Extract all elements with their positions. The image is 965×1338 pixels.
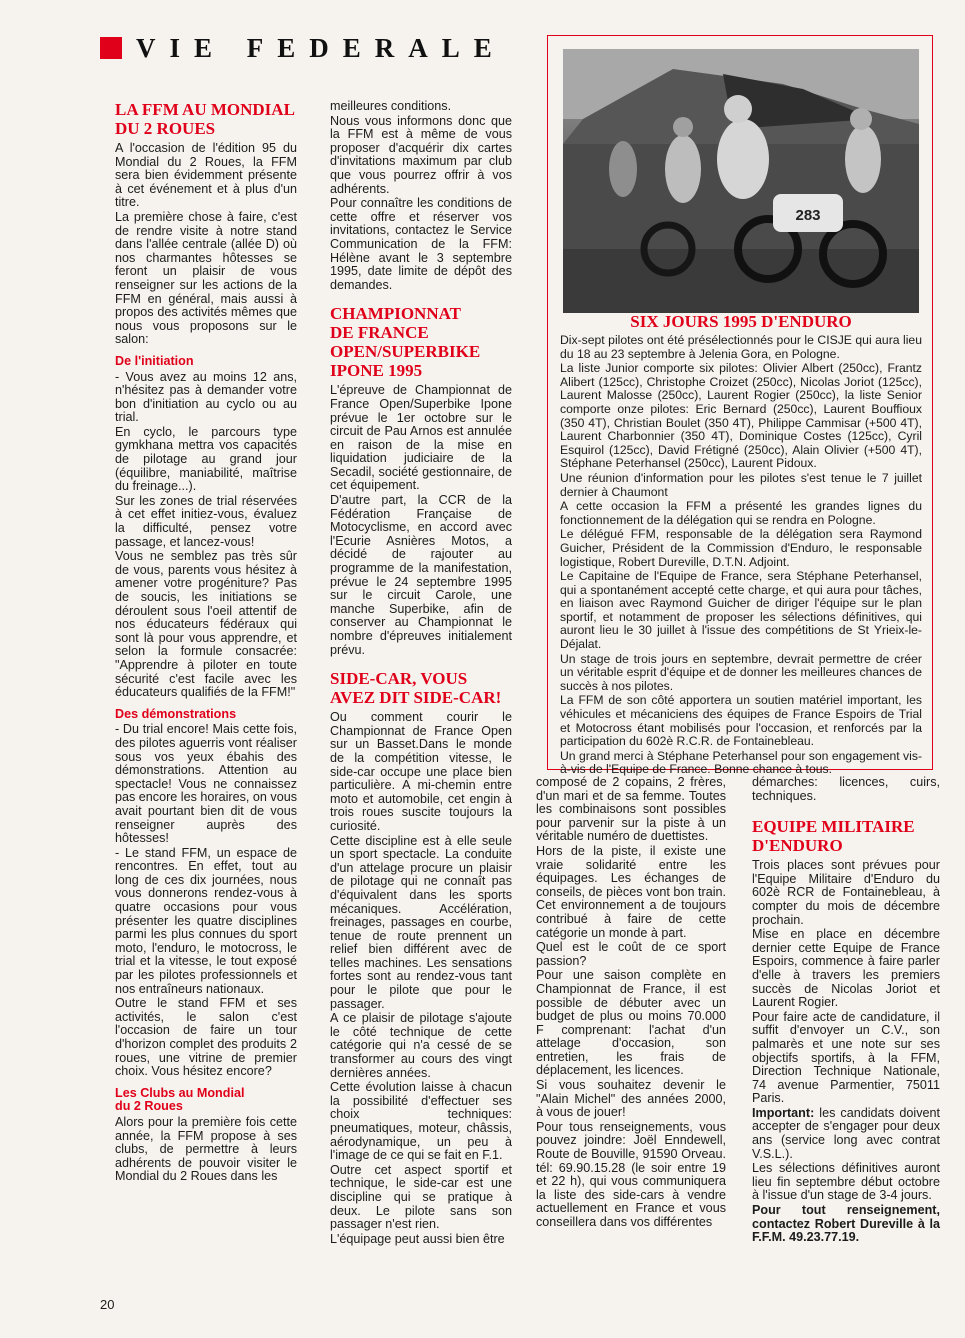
enduro-box (547, 35, 933, 777)
page-number: 20 (100, 1297, 115, 1312)
column-3 (536, 776, 726, 1231)
paragraph (752, 1107, 940, 1161)
paragraph: Pour tous renseignements, vous pouvez joindre: Joël Enndewell, Route de Bouville, 91590 Orveau. tél: 69.90.15.28 (le soir entre 19 et 22 h), qui vous communiquera la liste des side-cars à vendre actuellement en France et vous conseillera dans vos différentes (536, 1119, 726, 1229)
paragraph: - Vous avez au moins 12 ans, n'hésitez pas à demander votre bon d'initiation au cyclo ou au trial. (115, 369, 297, 425)
paragraph: Ou comment courir le Championnat de France Open sur un Basset.Dans le monde de la compétition vitesse, le side-car occupe une place bien particulière. A mi-chemin entre moto et automobile, cet engin à trois roues suscite toujours la curiosité. (330, 710, 512, 833)
paragraph: Cette discipline est à elle seule un sport spectacle. La conduite d'un attelage procure un plaisir de pilotage qui ne connaît pas d'équivalent dans les sports mécaniques. Accélération, freinages, passages en courbe, tenue de route prennent un relief bien différent avec de telles machines. Les sensations fortes sont au rendez-vous tant pour le pilote que pour le passager. (330, 833, 512, 1011)
paragraph: La première chose à faire, c'est de rendre visite à notre stand dans l'allée centrale (allée D) où nos charmantes hôtesses se feront un plaisir de vous renseigner sur les actions de la FFM en général, mais aussi à propos des activités mêmes que nous vous proposons sur le salon: (115, 209, 297, 347)
paragraph: Le Capitaine de l'Equipe de France, sera Stéphane Peterhansel, qui a spontanément accepté cette charge, et qui aura pour tâches, en liaison avec Raymond Guicher de diriger l'équipe sur le plan sportif, et notamment de proposer les sélections définitives, qui auront lieu le 30 juillet à l'issue des compétitions de St Yrieix-le-Déjalat. (560, 569, 922, 652)
paragraph: Pour connaître les conditions de cette offre et réserver vos invitations, contactez le Service Communication de la FFM: Hélène avant le 3 septembre 1995, date limite de dépôt des demandes. (330, 196, 512, 292)
article-title-mondial: LA FFM AU MONDIAL DU 2 ROUES (115, 100, 295, 138)
paragraph: Cette évolution laisse à chacun la possibilité d'effectuer ses choix techniques: pneumatiques, moteur, châssis, aérodynamique, un peu à l'image de ce qui se fait en F.1. (330, 1080, 512, 1163)
section-title: VIE FEDERALE (136, 32, 506, 63)
paragraph: Trois places sont prévues pour l'Equipe Militaire d'Enduro du 602è RCR de Fontainebleau, à compter du mois de décembre prochain. (752, 858, 940, 927)
paragraph: La FFM de son côté apportera un soutien matériel important, les véhicules et mécaniciens des équipes de France Espoirs de Trial et Motocross étant mobilisés pour l'occasion, et renforcés par la participation du 602è R.C.R. de Fontainebleau. (560, 693, 922, 749)
subheading-demonstrations: Des démonstrations (115, 706, 237, 721)
subheading-clubs: Les Clubs au Mondial du 2 Roues (115, 1085, 245, 1114)
article-title-side-car: SIDE-CAR, VOUS AVEZ DIT SIDE-CAR! (330, 669, 502, 708)
paragraph: L'équipage peut aussi bien être (330, 1231, 505, 1246)
column-1 (115, 100, 297, 1185)
paragraph: - Le stand FFM, un espace de rencontres. En effet, tout au long de ces dix journées, nous vous donnerons rendez-vous à quatre occasions pour vous présenter les quatre disciplines parmi les plus connues du sport moto, l'enduro, le motocross, le trial et la vitesse, le tout exposé par les pilotes professionnels et nos entraîneurs nationaux. (115, 845, 297, 996)
enduro-photo (563, 49, 919, 313)
paragraph: En cyclo, le parcours type gymkhana mettra vos capacités de pilotage au grand jour (équilibre, maniabilité, maîtrise du freinage...). (115, 424, 297, 494)
paragraph: Outre cet aspect sportif et technique, le side-car est une discipline qui se pratique à deux. Le pilote sans son passager n'est rien. (330, 1162, 512, 1232)
article-title-equipe-militaire: EQUIPE MILITAIRE D'ENDURO (752, 817, 915, 856)
paragraph: Les sélections définitives auront lieu fin septembre début octobre à l'issue d'un stage de 3-4 jours. (752, 1161, 940, 1203)
paragraph: Une réunion d'information pour les pilotes s'est tenue le 7 juillet dernier à Chaumont (560, 470, 922, 499)
paragraph: Alors pour la première fois cette année, la FFM propose à ses clubs, de permettre à leurs adhérents de pouvoir visiter le Mondial du 2 Roues dans les (115, 1114, 297, 1184)
paragraph: Outre le stand FFM et ses activités, le salon c'est l'occasion de faire un tour d'horizon complet des produits 2 roues, une vitrine de premier choix. Vous hésitez encore? (115, 996, 297, 1079)
paragraph: - Du trial encore! Mais cette fois, des pilotes aguerris vont réaliser sous vos yeux ébahis des démonstrations. Attention au spectacle! Vous ne connaissez pas encore les horaires, on vous avait pourtant bien dit de vous renseigner auprès des hôtesses! (115, 722, 298, 846)
paragraph: A l'occasion de l'édition 95 du Mondial du 2 Roues, la FFM sera bien évidemment présente à cet événement et à plus d'un titre. (115, 141, 297, 210)
contact-paragraph: Pour tout renseignement, contactez Robert Dureville à la F.F.M. 49.23.77.19. (752, 1203, 940, 1245)
section-header (100, 30, 506, 66)
column-4 (752, 776, 940, 1246)
paragraph: A cette occasion la FFM a présenté les grandes lignes du fonctionnement de la délégation qui se rendra en Pologne. (560, 499, 922, 527)
red-square-marker (100, 37, 122, 59)
paragraph: Nous vous informons donc que la FFM est à même de vous proposer d'acquérir dix cartes d'invitations maximum par club que vous pourrez offrir à vos adhérents. (330, 113, 512, 196)
paragraph: Vous ne semblez pas très sûr de vous, parents vous hésitez à amener votre progéniture? Pas de soucis, les initiations se déroulent sous l'oeil attentif de nos éducateurs fédéraux qui sont là pour vous apprendre, et selon la formule consacrée: "Apprendre à piloter en toute sécurité c'est facile avec les éducateurs qualifiés de la FFM!" (115, 549, 297, 700)
paragraph: Un grand merci à Stéphane Peterhansel pour son engagement vis-à-vis de l'Equipe de France. Bonne chance à tous. (560, 748, 922, 777)
paragraph: L'épreuve de Championnat de France Open/Superbike Ipone prévue le 1er octobre sur le circuit de Pau Arnos est annulée en raison de la mise en liquidation judiciaire de la Secadil, société gestionnaire, de cet équipement. (330, 383, 512, 493)
paragraph: Le délégué FFM, responsable de la délégation sera Raymond Guicher, Président de la Commission d'Enduro, le responsable logistique, Robert Dureville, D.T.N. Adjoint. (560, 527, 922, 569)
box-body (560, 334, 922, 778)
paragraph: Mise en place en décembre dernier cette Equipe de France Espoirs, commence à faire parler d'elle à travers les premiers succès de Nicolas Joriot et Laurent Rogier. (752, 927, 940, 1010)
paragraph: Quel est le coût de ce sport passion? (536, 940, 726, 968)
column-2 (330, 100, 512, 1247)
bike-number: 283 (795, 207, 821, 224)
article-title-championnat: CHAMPIONNAT DE FRANCE OPEN/SUPERBIKE IPONE 1995 (330, 304, 481, 381)
paragraph: démarches: licences, cuirs, techniques. (752, 775, 940, 803)
box-title: SIX JOURS 1995 D'ENDURO (630, 312, 852, 331)
paragraph: Sur les zones de trial réservées à cet effet initiez-vous, évaluez la difficulté, pensez votre passage, et lancez-vous! (115, 493, 297, 549)
paragraph: A ce plaisir de pilotage s'ajoute le côté technique de cette catégorie qui n'a cessé de se transformer au cours des vingt dernières années. (330, 1011, 512, 1080)
paragraph: Pour une saison complète en Championnat de France, il est possible de débuter avec un budget de plus ou moins 70.000 F comprenant: l'achat d'un attelage d'occasion, son entretien, les frais de déplacement, les licences. (536, 968, 726, 1078)
paragraph: meilleures conditions. (330, 99, 452, 113)
paragraph: Dix-sept pilotes ont été présélectionnés pour le CISJE qui aura lieu du 18 au 23 septembre à Jelenia Gora, en Pologne. (560, 333, 922, 361)
paragraph: D'autre part, la CCR de la Fédération Française de Motocyclisme, en accord avec l'Ecurie Asnières Motos, a décidé de rajouter au programme de la manifestation, prévue le 24 septembre 1995 sur le circuit Carole, une manche Superbike, afin de conserver au Championnat le nombre d'épreuves initialement prévu. (330, 493, 512, 657)
paragraph: La liste Junior comporte six pilotes: Olivier Albert (250cc), Frantz Alibert (125cc), Christophe Croizet (250cc), Nicolas Joriot (125cc), Laurent Malosse (250cc), Laurent Rogier (250cc), la liste Senior comporte onze pilotes: Eric Bernard (250cc), Laurent Bouffioux (350 4T), Christian Boulet (350 4T), Philippe Cammisar (+500 4T), Laurent Charbonnier (350 4T), Dominique Costes (125cc), Cyril Esquirol (125cc), David Frétigné (250cc), Alain Olivier (+500 4T), Stéphane Peterhansel (250cc), Laurent Pidoux. (560, 361, 922, 471)
paragraph: Pour faire acte de candidature, il suffit d'envoyer un C.V., son palmarès et une note sur ses objectifs sportifs, à la FFM, Direction Technique Nationale, 74 avenue Parmentier, 75011 Paris. (752, 1009, 940, 1106)
subheading-initiation: De l'initiation (115, 353, 194, 368)
paragraph: Hors de la piste, il existe une vraie solidarité entre les équipages. Les échanges de conseils, de pièces vont bon train. Cet environnement a de toujours contribué à faire de cette catégorie un monde à part. (536, 843, 726, 940)
paragraph: composé de 2 copains, 2 frères, d'un mari et de sa femme. Toutes les combinaisons sont possibles pour parvenir sur la piste à un véritable numéro de duettistes. (536, 775, 726, 844)
important-label: Important: (752, 1105, 815, 1120)
paragraph: Un stage de trois jours en septembre, devrait permettre de créer un véritable esprit d'équipe et de donner les meilleures chances de succès à nos pilotes. (560, 651, 922, 693)
important-text: les candidats doivent accepter de s'engager pour deux ans (service long avec contrat V.S.L.). (752, 1105, 940, 1161)
paragraph: Si vous souhaitez devenir le "Alain Michel" des années 2000, à vous de jouer! (536, 1078, 726, 1120)
